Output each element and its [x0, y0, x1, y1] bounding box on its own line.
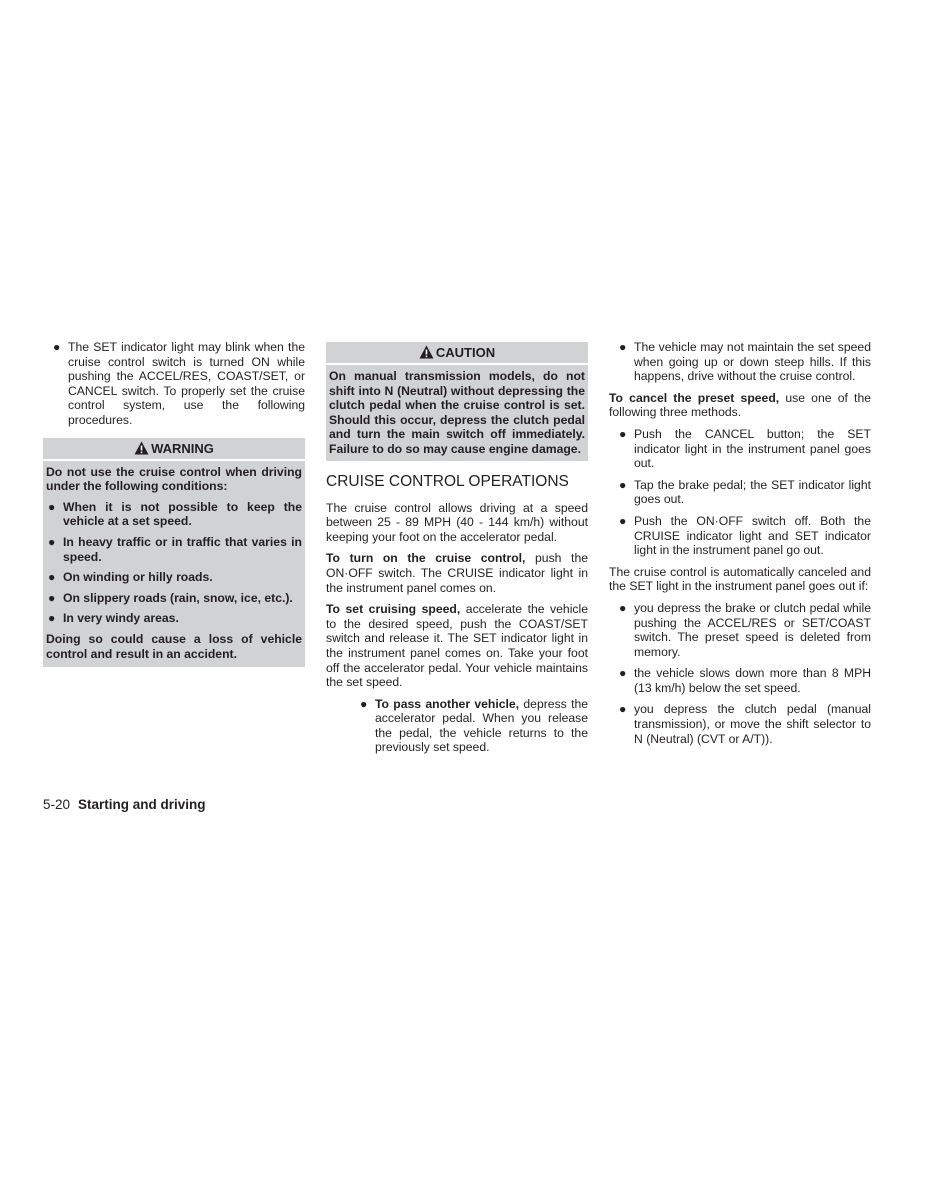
list-item: ● you depress the clutch pedal (manual transmission), or move the shift selector to N (Neutral) (CVT or A/T)).: [619, 702, 871, 746]
caution-body: [326, 365, 588, 461]
bullet-icon: ●: [619, 426, 627, 441]
caution-header: [326, 342, 588, 365]
column-right: [609, 340, 871, 753]
bullet-icon: ●: [48, 590, 56, 605]
list-item: ● When it is not possible to keep the vehicle at a set speed.: [48, 499, 302, 529]
caution-box: [326, 342, 588, 461]
turn-on-paragraph: To turn on the cruise control, push the ON·OFF switch. The CRUISE indicator light in the instrument panel comes on.: [326, 551, 588, 595]
list-item: ● In very windy areas.: [48, 611, 179, 626]
list-item: ● To pass another vehicle, depress the accelerator pedal. When you release the pedal, the vehicle returns to the previously set speed.: [360, 696, 589, 755]
bullet-icon: ●: [48, 499, 56, 514]
list-item: ● the vehicle slows down more than 8 MPH (13 km/h) below the set speed.: [619, 666, 871, 695]
warning-header: [43, 438, 305, 461]
sub-list: [326, 697, 588, 755]
warning-triangle-icon: [134, 441, 149, 455]
warning-body: [43, 461, 305, 668]
column-left: [43, 340, 305, 675]
list-item: ● The vehicle may not maintain the set speed when going up or down steep hills. If this happens, drive without the cruise control.: [619, 340, 871, 384]
list-item: ● you depress the brake or clutch pedal while pushing the ACCEL/RES or SET/COAST switch. The preset speed is deleted from memory.: [619, 600, 871, 659]
bullet-icon: ●: [619, 340, 627, 354]
list-item: ● On winding or hilly roads.: [48, 570, 213, 585]
bullet-icon: ●: [48, 570, 56, 585]
warning-box: [43, 438, 305, 668]
column-middle: [326, 342, 588, 762]
list-item: ● On slippery roads (rain, snow, ice, etc.).: [48, 590, 293, 605]
bullet-icon: ●: [619, 513, 627, 528]
section-title: Starting and driving: [78, 797, 206, 812]
caution-title: CAUTION: [435, 345, 496, 360]
set-speed-paragraph: To set cruising speed, accelerate the vehicle to the desired speed, push the COAST/SET switch and release it. The SET indicator light in the instrument panel comes on. Take your foot off the accelerator pedal. Your vehicle maintains the set speed.: [326, 602, 588, 690]
cancel-paragraph: To cancel the preset speed, use one of the following three methods.: [609, 390, 871, 420]
warning-title: WARNING: [151, 440, 214, 456]
bullet-icon: ●: [619, 666, 627, 681]
page-footer: [43, 797, 206, 813]
warning-closing: Doing so could cause a loss of vehicle control and result in an accident.: [46, 631, 302, 661]
bullet-icon: ●: [619, 702, 627, 717]
bullet-icon: ●: [360, 696, 368, 711]
list-item: ● The SET indicator light may blink when the cruise control switch is turned ON while pushing the ACCEL/RES, COAST/SET, or CANCEL switch. To properly set the cruise control system, use the following procedures.: [53, 340, 305, 427]
warning-intro: Do not use the cruise control when driving under the following conditions:: [46, 464, 302, 494]
bullet-icon: ●: [48, 611, 56, 626]
list-item: ● Tap the brake pedal; the SET indicator light goes out.: [619, 477, 871, 507]
bullet-icon: ●: [48, 534, 56, 549]
auto-cancel-paragraph: The cruise control is automatically canceled and the SET light in the instrument panel goes out if:: [609, 564, 871, 594]
caution-text: On manual transmission models, do not shift into N (Neutral) without depressing the clutch pedal when the cruise control is set. Should this occur, depress the clutch pedal and turn the main switch off immediately. Failure to do so may cause engine damage.: [329, 369, 585, 456]
bullet-icon: ●: [619, 477, 627, 492]
warning-triangle-icon: [419, 345, 434, 359]
bullet-icon: ●: [619, 600, 627, 615]
list-item: ● Push the CANCEL button; the SET indicator light in the instrument panel goes out.: [619, 426, 871, 471]
intro-paragraph: The cruise control allows driving at a speed between 25 - 89 MPH (40 - 144 km/h) without keeping your foot on the accelerator pedal.: [326, 500, 588, 544]
list-item: ● In heavy traffic or in traffic that varies in speed.: [48, 534, 302, 564]
list-item: ● Push the ON·OFF switch off. Both the CRUISE indicator light and SET indicator light in the instrument panel go out.: [619, 513, 871, 558]
page-number: 5-20: [43, 797, 71, 812]
section-heading: CRUISE CONTROL OPERATIONS: [326, 472, 569, 490]
bullet-icon: ●: [53, 340, 61, 354]
